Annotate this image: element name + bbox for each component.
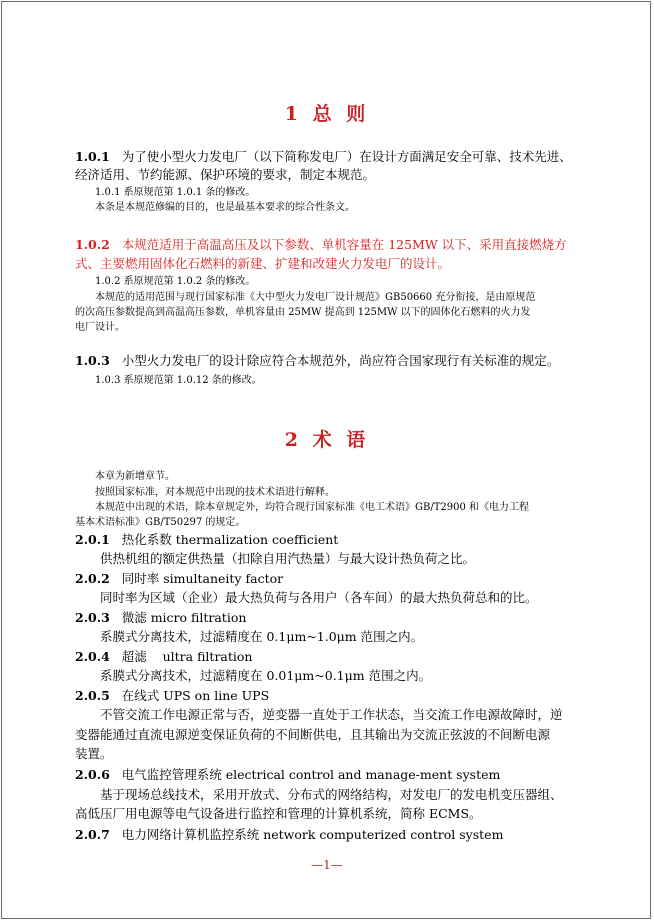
clause-text: 为了使小型火力发电厂（以下简称发电厂）在设计方面满足安全可靠、技术先进、 (121, 149, 572, 164)
term-number: 2.0.7 (75, 827, 110, 842)
term-body: 同时率为区域（企业）最大热负荷与各用户（各车间）的最大热负荷总和的比。 (100, 590, 538, 605)
term-2-0-6 (75, 766, 500, 784)
term-2-0-4 (75, 648, 252, 666)
term-number: 2.0.3 (75, 610, 110, 625)
term-heading: 电气监控管理系统 electrical control and manage-ment system (121, 767, 501, 782)
term-2-0-7 (75, 826, 503, 844)
term-2-0-2 (75, 570, 283, 588)
note-line: 本规范中出现的术语，除本章规定外，均符合现行国家标准《电工术语》GB/T2900 和《电力工程 (95, 502, 530, 513)
clause-1-0-1-cont: 经济适用、节约能源、保护环境的要求，制定本规范。 (75, 167, 376, 182)
page-number: —1— (311, 858, 343, 872)
term-heading: 热化系数 thermalization coefficient (121, 532, 339, 547)
note-line: 基本术语标准》GB/T50297 的规定。 (75, 517, 246, 528)
note-line: 1.0.2 系原规范第 1.0.2 条的修改。 (95, 276, 256, 287)
term-heading: 在线式 UPS on line UPS (121, 688, 270, 703)
clause-number: 1.0.3 (75, 353, 110, 368)
term-body: 基于现场总线技术，采用开放式、分布式的网络结构，对发电厂的发电机变压器组、 (100, 787, 563, 802)
term-heading: 同时率 simultaneity factor (121, 571, 284, 586)
clause-1-0-2-cont: 式、主要燃用固体化石燃料的新建、扩建和改建火力发电厂的设计。 (75, 256, 451, 271)
term-number: 2.0.2 (75, 571, 110, 586)
note-line: 按照国家标准，对本规范中出现的技术术语进行解释。 (95, 487, 335, 498)
term-body: 装置。 (75, 746, 113, 761)
term-number: 2.0.6 (75, 767, 110, 782)
clause-1-0-1 (75, 148, 572, 166)
term-2-0-3 (75, 609, 246, 627)
note-line: 电厂设计。 (75, 322, 125, 333)
clause-1-0-2 (75, 236, 567, 254)
term-body: 供热机组的额定供热量（扣除自用汽热量）与最大设计热负荷之比。 (100, 551, 476, 566)
clause-1-0-3 (75, 352, 559, 370)
term-heading: 电力网络计算机监控系统 network computerized control system (121, 827, 504, 842)
term-number: 2.0.1 (75, 532, 110, 547)
term-heading: 微滤 micro filtration (121, 610, 247, 625)
note-line: 的次高压参数提高到高温高压参数，单机容量由 25MW 提高到 125MW 以下的固体化石燃料的火力发 (75, 307, 531, 318)
note-line: 本条是本规范修编的目的，也是最基本要求的综合性条文。 (95, 202, 355, 213)
term-number: 2.0.4 (75, 649, 110, 664)
term-2-0-1 (75, 531, 338, 549)
term-body: 变器能通过直流电源逆变保证负荷的不间断供电，且其输出为交流正弦波的不间断电源 (75, 727, 551, 742)
term-heading: 超滤 ultra filtration (121, 649, 253, 664)
clause-text: 本规范适用于高温高压及以下参数、单机容量在 125MW 以下、采用直接燃烧方 (121, 237, 567, 252)
term-2-0-5 (75, 687, 269, 705)
clause-number: 1.0.1 (75, 149, 110, 164)
term-body: 系膜式分离技术，过滤精度在 0.1μm~1.0μm 范围之内。 (100, 629, 424, 644)
chapter-1-title: 1 总 则 (284, 103, 370, 125)
note-line: 1.0.3 系原规范第 1.0.12 条的修改。 (95, 375, 262, 386)
term-body: 高低压厂用电源等电气设备进行监控和管理的计算机系统，简称 ECMS。 (75, 806, 482, 821)
note-line: 1.0.1 系原规范第 1.0.1 条的修改。 (95, 187, 256, 198)
term-number: 2.0.5 (75, 688, 110, 703)
note-line: 本章为新增章节。 (95, 471, 175, 482)
term-body: 不管交流工作电源正常与否，逆变器一直处于工作状态，当交流工作电源故障时，逆 (100, 707, 563, 722)
clause-number: 1.0.2 (75, 237, 110, 252)
chapter-2-title: 2 术 语 (284, 429, 370, 451)
clause-text: 小型火力发电厂的设计除应符合本规范外，尚应符合国家现行有关标准的规定。 (121, 353, 560, 368)
term-body: 系膜式分离技术，过滤精度在 0.01μm~0.1μm 范围之内。 (100, 668, 432, 683)
note-line: 本规范的适用范围与现行国家标准《大中型火力发电厂设计规范》GB50660 充分衔接，是由原规范 (95, 292, 536, 303)
